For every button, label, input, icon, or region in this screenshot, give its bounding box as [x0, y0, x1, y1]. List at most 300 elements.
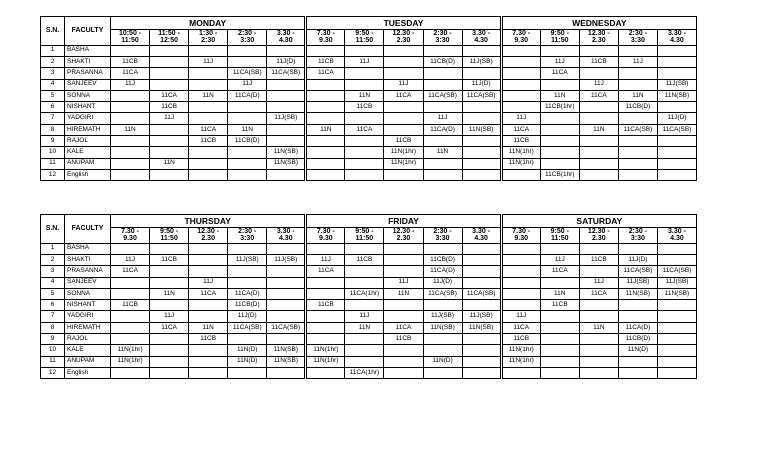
- schedule-cell: 11J(SB): [423, 311, 462, 322]
- time-slot-header: 7.30 - 9.30: [501, 228, 540, 244]
- schedule-cell: [618, 243, 657, 254]
- schedule-cell: 11N: [423, 147, 462, 158]
- schedule-cell: 11J(D): [423, 277, 462, 288]
- schedule-cell: [423, 136, 462, 147]
- schedule-cell: [423, 79, 462, 90]
- schedule-cell: 11CB: [189, 136, 228, 147]
- schedule-cell: [462, 266, 501, 277]
- faculty-name-cell: English: [65, 169, 111, 180]
- serial-number-cell: 5: [41, 288, 65, 299]
- schedule-cell: [462, 356, 501, 367]
- schedule-cell: [501, 266, 540, 277]
- schedule-cell: [150, 169, 189, 180]
- schedule-cell: [501, 288, 540, 299]
- schedule-cell: [657, 367, 696, 378]
- schedule-cell: [423, 45, 462, 56]
- faculty-name-cell: SHAKTI: [65, 254, 111, 265]
- schedule-cell: [579, 102, 618, 113]
- schedule-cell: [579, 266, 618, 277]
- schedule-cell: [657, 102, 696, 113]
- schedule-cell: 11J: [579, 277, 618, 288]
- schedule-cell: 11J(D): [657, 113, 696, 124]
- schedule-cell: 11J: [540, 56, 579, 67]
- table-row: [41, 277, 697, 288]
- schedule-cell: [111, 334, 150, 345]
- table-row: [41, 322, 697, 333]
- schedule-cell: 11CA: [384, 90, 423, 101]
- schedule-cell: [462, 147, 501, 158]
- schedule-cell: 11CA(SB): [267, 322, 306, 333]
- schedule-cell: [306, 102, 345, 113]
- schedule-cell: 11CA: [111, 266, 150, 277]
- schedule-cell: 11CA(SB): [267, 68, 306, 79]
- table-row: [41, 102, 697, 113]
- schedule-cell: 11CA: [306, 266, 345, 277]
- schedule-cell: [423, 102, 462, 113]
- schedule-cell: [618, 113, 657, 124]
- table-row: [41, 300, 697, 311]
- faculty-name-cell: BASHA: [65, 243, 111, 254]
- time-slot-header: 3.30 - 4.30: [657, 30, 696, 46]
- schedule-cell: [501, 243, 540, 254]
- schedule-cell: [345, 45, 384, 56]
- schedule-cell: 11CA(D): [423, 266, 462, 277]
- schedule-cell: [618, 356, 657, 367]
- schedule-cell: [267, 288, 306, 299]
- schedule-cell: [228, 158, 267, 169]
- schedule-cell: 11N(SB): [267, 147, 306, 158]
- schedule-cell: 11J: [384, 79, 423, 90]
- schedule-cell: [267, 243, 306, 254]
- schedule-cell: 11CB: [540, 300, 579, 311]
- schedule-cell: 11J: [189, 277, 228, 288]
- schedule-cell: 11CB(1hr): [540, 169, 579, 180]
- schedule-cell: [111, 113, 150, 124]
- schedule-cell: [618, 300, 657, 311]
- faculty-name-cell: SONNA: [65, 90, 111, 101]
- schedule-cell: [579, 334, 618, 345]
- schedule-cell: [384, 345, 423, 356]
- schedule-cell: 11J: [501, 311, 540, 322]
- schedule-cell: 11N(D): [423, 356, 462, 367]
- schedule-cell: [540, 277, 579, 288]
- schedule-cell: [267, 277, 306, 288]
- schedule-cell: [501, 90, 540, 101]
- faculty-name-cell: PRASANNA: [65, 266, 111, 277]
- schedule-cell: [306, 45, 345, 56]
- schedule-cell: [618, 79, 657, 90]
- schedule-cell: 11CA(1hr): [345, 288, 384, 299]
- schedule-cell: 11CA: [189, 288, 228, 299]
- schedule-cell: 11J(D): [462, 79, 501, 90]
- schedule-cell: 11CB(D): [618, 102, 657, 113]
- table-row: [41, 311, 697, 322]
- serial-number-cell: 4: [41, 277, 65, 288]
- schedule-cell: [306, 367, 345, 378]
- schedule-cell: 11N: [306, 124, 345, 135]
- schedule-cell: [540, 113, 579, 124]
- schedule-cell: [618, 169, 657, 180]
- faculty-name-cell: YADGIRI: [65, 311, 111, 322]
- schedule-cell: [345, 356, 384, 367]
- serial-number-cell: 1: [41, 45, 65, 56]
- schedule-cell: [150, 124, 189, 135]
- schedule-cell: [384, 266, 423, 277]
- serial-number-cell: 1: [41, 243, 65, 254]
- schedule-cell: [111, 102, 150, 113]
- schedule-cell: [267, 90, 306, 101]
- schedule-cell: [618, 45, 657, 56]
- schedule-cell: [267, 45, 306, 56]
- schedule-cell: [228, 113, 267, 124]
- schedule-cell: 11N(D): [228, 345, 267, 356]
- time-slot-header: 1:30 - 2:30: [189, 30, 228, 46]
- schedule-cell: 11N: [618, 90, 657, 101]
- faculty-name-cell: YADGIRI: [65, 113, 111, 124]
- schedule-cell: [267, 169, 306, 180]
- schedule-cell: 11CB(D): [423, 56, 462, 67]
- time-slot-header: 9:50 - 11:50: [345, 30, 384, 46]
- schedule-cell: 11CB: [189, 334, 228, 345]
- time-slot-header: 2:30 - 3:30: [423, 228, 462, 244]
- schedule-cell: [189, 113, 228, 124]
- schedule-cell: 11CA: [540, 68, 579, 79]
- faculty-name-cell: ANUPAM: [65, 158, 111, 169]
- schedule-cell: [501, 367, 540, 378]
- schedule-cell: [657, 334, 696, 345]
- schedule-cell: [150, 56, 189, 67]
- schedule-cell: 11N(1hr): [384, 158, 423, 169]
- schedule-cell: 11J(SB): [657, 277, 696, 288]
- time-slot-header: 3.30 - 4.30: [462, 30, 501, 46]
- time-slot-header: 9:50 - 11:50: [540, 30, 579, 46]
- table-row: [41, 367, 697, 378]
- time-slot-header: 12.30 - 2.30: [384, 228, 423, 244]
- schedule-cell: 11J(SB): [267, 113, 306, 124]
- schedule-cell: 11J: [345, 56, 384, 67]
- schedule-cell: 11CB: [111, 56, 150, 67]
- schedule-cell: 11N(1hr): [384, 147, 423, 158]
- schedule-cell: [657, 136, 696, 147]
- faculty-name-cell: SHAKTI: [65, 56, 111, 67]
- schedule-cell: 11N(SB): [267, 158, 306, 169]
- schedule-cell: [657, 300, 696, 311]
- schedule-cell: 11J(SB): [618, 277, 657, 288]
- schedule-cell: [150, 300, 189, 311]
- schedule-cell: [189, 345, 228, 356]
- table-row: [41, 113, 697, 124]
- schedule-cell: [579, 147, 618, 158]
- serial-number-cell: 7: [41, 113, 65, 124]
- schedule-cell: 11N(SB): [657, 288, 696, 299]
- time-slot-header: 2:30 - 3:30: [228, 228, 267, 244]
- schedule-cell: [189, 300, 228, 311]
- schedule-cell: [384, 113, 423, 124]
- time-slot-header: 10:50 - 11:50: [111, 30, 150, 46]
- schedule-cell: [150, 136, 189, 147]
- schedule-cell: [111, 45, 150, 56]
- schedule-cell: 11CB: [111, 300, 150, 311]
- schedule-cell: [579, 367, 618, 378]
- schedule-cell: 11CA(SB): [618, 124, 657, 135]
- schedule-cell: [228, 45, 267, 56]
- schedule-cell: [189, 367, 228, 378]
- schedule-cell: 11CB(D): [228, 300, 267, 311]
- schedule-cell: [657, 345, 696, 356]
- schedule-cell: [189, 311, 228, 322]
- schedule-cell: [579, 45, 618, 56]
- schedule-cell: 11CB: [345, 254, 384, 265]
- schedule-cell: [189, 243, 228, 254]
- schedule-cell: [306, 90, 345, 101]
- serial-number-cell: 7: [41, 311, 65, 322]
- schedule-cell: 11CA: [306, 68, 345, 79]
- schedule-cell: 11CA(SB): [423, 288, 462, 299]
- schedule-cell: [579, 311, 618, 322]
- schedule-cell: [189, 102, 228, 113]
- time-slot-header: 12.30 - 2.30: [384, 30, 423, 46]
- schedule-cell: [384, 254, 423, 265]
- schedule-cell: [462, 334, 501, 345]
- schedule-cell: [384, 102, 423, 113]
- schedule-cell: [657, 311, 696, 322]
- faculty-name-cell: SONNA: [65, 288, 111, 299]
- table-row: [41, 90, 697, 101]
- schedule-cell: 11J(SB): [462, 311, 501, 322]
- schedule-cell: [150, 147, 189, 158]
- schedule-cell: 11CB: [150, 102, 189, 113]
- schedule-cell: 11N(D): [228, 356, 267, 367]
- serial-number-cell: 2: [41, 56, 65, 67]
- schedule-cell: 11CA(SB): [462, 288, 501, 299]
- schedule-cell: [501, 300, 540, 311]
- schedule-cell: 11CB(D): [423, 254, 462, 265]
- schedule-cell: 11J(SB): [462, 56, 501, 67]
- schedule-cell: 11CA(1hr): [345, 367, 384, 378]
- schedule-cell: [111, 136, 150, 147]
- schedule-cell: [384, 45, 423, 56]
- schedule-cell: 11N: [345, 90, 384, 101]
- serial-number-cell: 4: [41, 79, 65, 90]
- schedule-cell: 11J: [189, 56, 228, 67]
- time-slot-header: 9:50 - 11:50: [150, 228, 189, 244]
- schedule-cell: [540, 311, 579, 322]
- schedule-cell: [306, 169, 345, 180]
- schedule-cell: 11CA: [501, 322, 540, 333]
- schedule-cell: 11N: [189, 90, 228, 101]
- schedule-cell: [150, 277, 189, 288]
- schedule-cell: [618, 136, 657, 147]
- schedule-cell: [540, 345, 579, 356]
- schedule-cell: 11CB: [501, 136, 540, 147]
- time-slot-header: 9:50 - 11:50: [345, 228, 384, 244]
- schedule-cell: [189, 254, 228, 265]
- faculty-name-cell: English: [65, 367, 111, 378]
- schedule-cell: [462, 113, 501, 124]
- schedule-cell: [306, 113, 345, 124]
- schedule-cell: 11CA(SB): [423, 90, 462, 101]
- schedule-cell: 11N(D): [618, 345, 657, 356]
- schedule-cell: [501, 102, 540, 113]
- schedule-cell: [345, 136, 384, 147]
- schedule-cell: 11N(SB): [267, 356, 306, 367]
- schedule-cell: 11J(D): [618, 254, 657, 265]
- schedule-cell: [462, 136, 501, 147]
- time-slot-header: 3.30 - 4.30: [267, 30, 306, 46]
- time-slot-header: 12.30 - 2.30: [579, 228, 618, 244]
- serial-number-cell: 11: [41, 356, 65, 367]
- schedule-cell: [540, 367, 579, 378]
- faculty-name-cell: NISHANT: [65, 300, 111, 311]
- schedule-cell: 11CB: [579, 254, 618, 265]
- table-row: [41, 266, 697, 277]
- schedule-cell: [345, 334, 384, 345]
- schedule-cell: [579, 68, 618, 79]
- schedule-cell: [423, 334, 462, 345]
- schedule-cell: [267, 102, 306, 113]
- schedule-cell: [579, 243, 618, 254]
- schedule-cell: [306, 79, 345, 90]
- timetable-bottom-block: [40, 214, 696, 379]
- schedule-cell: [189, 45, 228, 56]
- schedule-cell: [306, 288, 345, 299]
- schedule-cell: 11J(D): [228, 311, 267, 322]
- faculty-name-cell: RAJOL: [65, 136, 111, 147]
- table-row: [41, 147, 697, 158]
- schedule-cell: [306, 322, 345, 333]
- schedule-cell: 11N: [345, 322, 384, 333]
- schedule-cell: [111, 277, 150, 288]
- schedule-cell: 11N(1hr): [501, 345, 540, 356]
- schedule-cell: [189, 79, 228, 90]
- faculty-name-cell: PRASANNA: [65, 68, 111, 79]
- day-header: TUESDAY: [306, 17, 501, 30]
- schedule-cell: 11CA: [189, 124, 228, 135]
- schedule-cell: 11J: [345, 311, 384, 322]
- schedule-cell: [384, 243, 423, 254]
- schedule-cell: [618, 311, 657, 322]
- schedule-cell: [462, 243, 501, 254]
- serial-number-cell: 9: [41, 136, 65, 147]
- schedule-cell: [618, 147, 657, 158]
- sn-header: S.N.: [41, 17, 65, 46]
- faculty-name-cell: RAJOL: [65, 334, 111, 345]
- schedule-cell: [345, 158, 384, 169]
- schedule-cell: [579, 356, 618, 367]
- schedule-cell: 11CA: [111, 68, 150, 79]
- schedule-cell: 11CB(1hr): [540, 102, 579, 113]
- schedule-cell: 11CB(D): [228, 136, 267, 147]
- schedule-cell: [345, 68, 384, 79]
- schedule-cell: [423, 367, 462, 378]
- schedule-cell: 11CA(D): [423, 124, 462, 135]
- schedule-cell: [150, 243, 189, 254]
- schedule-cell: 11N(1hr): [501, 147, 540, 158]
- faculty-name-cell: ANUPAM: [65, 356, 111, 367]
- schedule-cell: [111, 169, 150, 180]
- schedule-cell: [150, 345, 189, 356]
- schedule-cell: [501, 277, 540, 288]
- schedule-cell: [540, 136, 579, 147]
- timetable-mon-wed: [40, 16, 697, 181]
- schedule-cell: [462, 367, 501, 378]
- schedule-cell: [228, 147, 267, 158]
- schedule-cell: [228, 102, 267, 113]
- schedule-cell: [501, 169, 540, 180]
- schedule-cell: 11J: [540, 254, 579, 265]
- schedule-cell: [462, 254, 501, 265]
- time-slot-header: 2:30 - 3:30: [618, 30, 657, 46]
- schedule-cell: [540, 147, 579, 158]
- schedule-cell: [306, 334, 345, 345]
- time-slot-header: 2:30 - 3:30: [618, 228, 657, 244]
- schedule-cell: [150, 266, 189, 277]
- schedule-cell: [501, 56, 540, 67]
- serial-number-cell: 8: [41, 124, 65, 135]
- schedule-cell: [267, 367, 306, 378]
- timetable-thu-sat: [40, 214, 697, 379]
- schedule-cell: [345, 300, 384, 311]
- table-row: [41, 68, 697, 79]
- day-header: SATURDAY: [501, 215, 696, 228]
- time-slot-header: 11:50 - 12:50: [150, 30, 189, 46]
- schedule-cell: [345, 113, 384, 124]
- table-row: [41, 334, 697, 345]
- schedule-cell: 11N: [579, 322, 618, 333]
- schedule-cell: [384, 124, 423, 135]
- time-slot-header: 2:30 - 3:30: [228, 30, 267, 46]
- table-row: [41, 356, 697, 367]
- schedule-cell: 11CA: [540, 266, 579, 277]
- schedule-cell: [345, 277, 384, 288]
- schedule-cell: [345, 243, 384, 254]
- schedule-cell: [423, 243, 462, 254]
- schedule-cell: [657, 243, 696, 254]
- timetable-top-block: [40, 16, 696, 181]
- schedule-cell: 11J: [501, 113, 540, 124]
- schedule-cell: 11J: [384, 277, 423, 288]
- schedule-cell: [423, 300, 462, 311]
- schedule-cell: [345, 79, 384, 90]
- schedule-cell: 11J: [423, 113, 462, 124]
- schedule-cell: 11J: [111, 254, 150, 265]
- schedule-cell: [150, 356, 189, 367]
- schedule-cell: [657, 356, 696, 367]
- day-header: FRIDAY: [306, 215, 501, 228]
- schedule-cell: 11N(SB): [657, 90, 696, 101]
- faculty-name-cell: BASHA: [65, 45, 111, 56]
- serial-number-cell: 9: [41, 334, 65, 345]
- schedule-cell: 11N(1hr): [306, 345, 345, 356]
- schedule-cell: [618, 158, 657, 169]
- schedule-cell: [306, 136, 345, 147]
- schedule-cell: [657, 56, 696, 67]
- schedule-cell: 11CA: [384, 322, 423, 333]
- schedule-cell: [423, 169, 462, 180]
- schedule-cell: [189, 147, 228, 158]
- schedule-cell: 11N: [540, 90, 579, 101]
- schedule-cell: [111, 322, 150, 333]
- faculty-header: FACULTY: [65, 17, 111, 46]
- schedule-cell: 11J: [306, 254, 345, 265]
- schedule-cell: [657, 169, 696, 180]
- table-row: [41, 56, 697, 67]
- schedule-cell: [150, 45, 189, 56]
- schedule-cell: [462, 169, 501, 180]
- serial-number-cell: 3: [41, 266, 65, 277]
- schedule-cell: [150, 68, 189, 79]
- schedule-cell: [111, 90, 150, 101]
